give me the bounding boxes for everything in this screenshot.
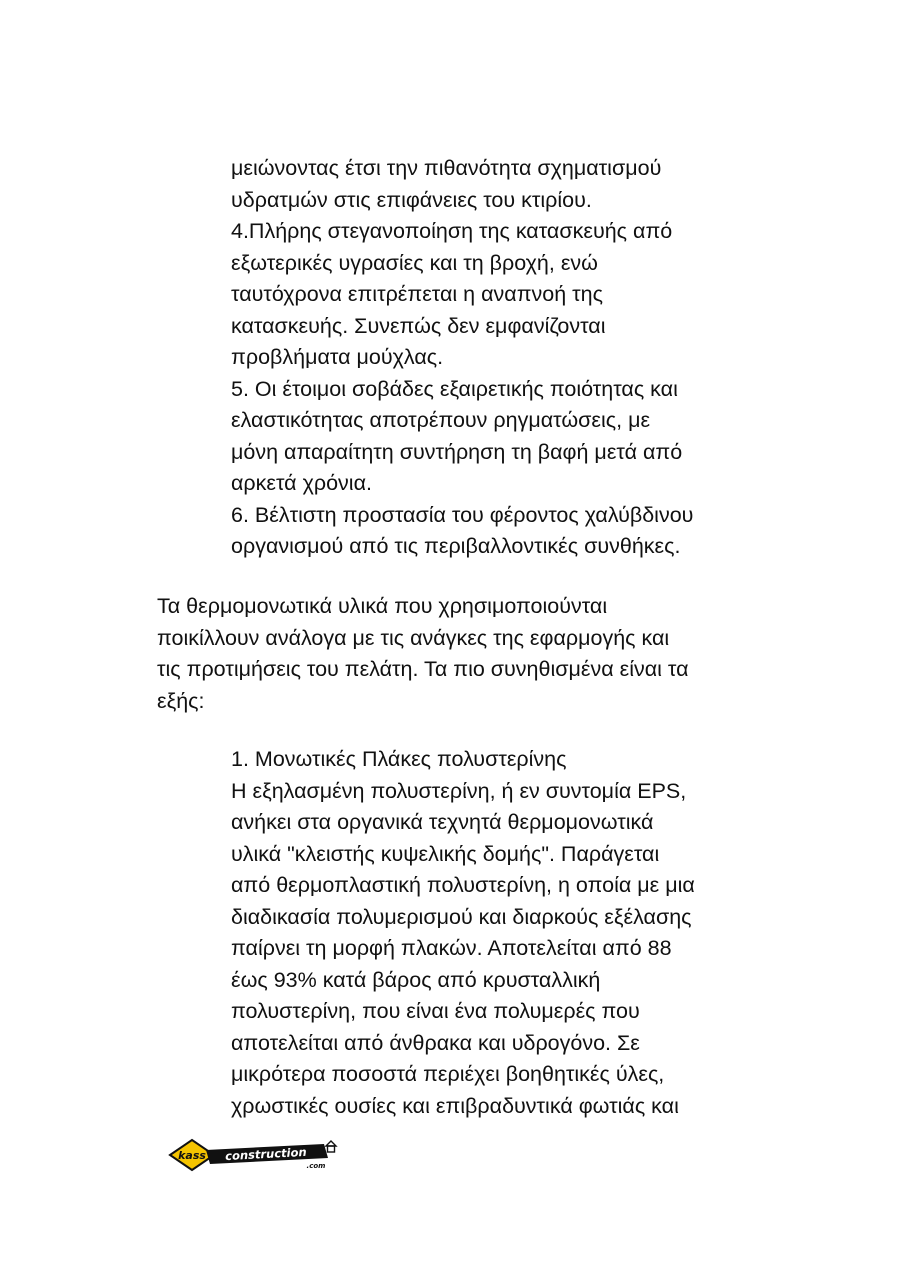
text-line: μειώνοντας έτσι την πιθανότητα σχηματισμού — [231, 156, 662, 180]
text-line: Η εξηλασμένη πολυστερίνη, ή εν συντομία EPS, — [231, 778, 687, 803]
text-line: κατασκευής. Συνεπώς δεν εμφανίζονται — [231, 313, 606, 338]
text-line: 5. Οι έτοιμοι σοβάδες εξαιρετικής ποιότητας και — [231, 376, 678, 401]
text-line: ελαστικότητας αποτρέπουν ρηγματώσεις, με — [231, 408, 651, 432]
text-line: 6. Βέλτιστη προστασία του φέροντος χαλύβδινου — [231, 502, 694, 527]
kass-construction-logo — [166, 1138, 338, 1172]
text-line: διαδικασία πολυμερισμού και διαρκούς εξέλασης — [231, 904, 692, 929]
text-line: ανήκει στα οργανικά τεχνητά θερμομονωτικά — [231, 810, 654, 834]
text-line: έως 93% κατά βάρος από κρυσταλλική — [231, 967, 601, 992]
logo-brand-suffix: .com — [306, 1162, 326, 1170]
text-line: μικρότερα ποσοστά περιέχει βοηθητικές ύλες, — [231, 1062, 665, 1086]
logo-brand-primary: kass — [178, 1149, 206, 1162]
text-line: υλικά "κλειστής κυψελικής δομής". Παράγεται — [231, 841, 660, 866]
text-line: προβλήματα μούχλας. — [231, 345, 444, 369]
text-line: τις προτιμήσεις του πελάτη. Τα πιο συνηθισμένα είναι τα — [157, 657, 689, 681]
intro-paragraph — [157, 591, 689, 717]
text-line: παίρνει τη μορφή πλακών. Αποτελείται από 88 — [231, 936, 672, 960]
materials-list — [231, 744, 695, 1122]
text-line: υδρατμών στις επιφάνειες του κτιρίου. — [231, 187, 592, 212]
text-line: από θερμοπλαστική πολυστερίνη, η οποία με μια — [231, 873, 695, 897]
text-line: ταυτόχρονα επιτρέπεται η αναπνοή της — [231, 282, 603, 306]
text-line: εξής: — [157, 688, 205, 713]
text-line: αρκετά χρόνια. — [231, 471, 372, 495]
text-line: χρωστικές ουσίες και επιβραδυντικά φωτιάς και — [231, 1093, 679, 1118]
text-line: μόνη απαραίτητη συντήρηση τη βαφή μετά από — [231, 439, 683, 464]
text-line: εξωτερικές υγρασίες και τη βροχή, ενώ — [231, 250, 598, 275]
text-line: πολυστερίνη, που είναι ένα πολυμερές που — [231, 999, 640, 1023]
text-line: Τα θερμομονωτικά υλικά που χρησιμοποιούνται — [157, 594, 608, 618]
logo-brand-secondary: construction — [224, 1144, 307, 1164]
text-line: 4.Πλήρης στεγανοποίηση της κατασκευής από — [231, 219, 673, 243]
text-line: οργανισμού από τις περιβαλλοντικές συνθήκες. — [231, 534, 681, 558]
house-icon — [326, 1141, 336, 1152]
text-line: αποτελείται από άνθρακα και υδρογόνο. Σε — [231, 1030, 640, 1055]
list-continuation — [231, 153, 693, 563]
text-line: ποικίλλουν ανάλογα με τις ανάγκες της εφαρμογής και — [157, 625, 670, 650]
list-item-heading: 1. Μονωτικές Πλάκες πολυστερίνης — [231, 747, 567, 771]
